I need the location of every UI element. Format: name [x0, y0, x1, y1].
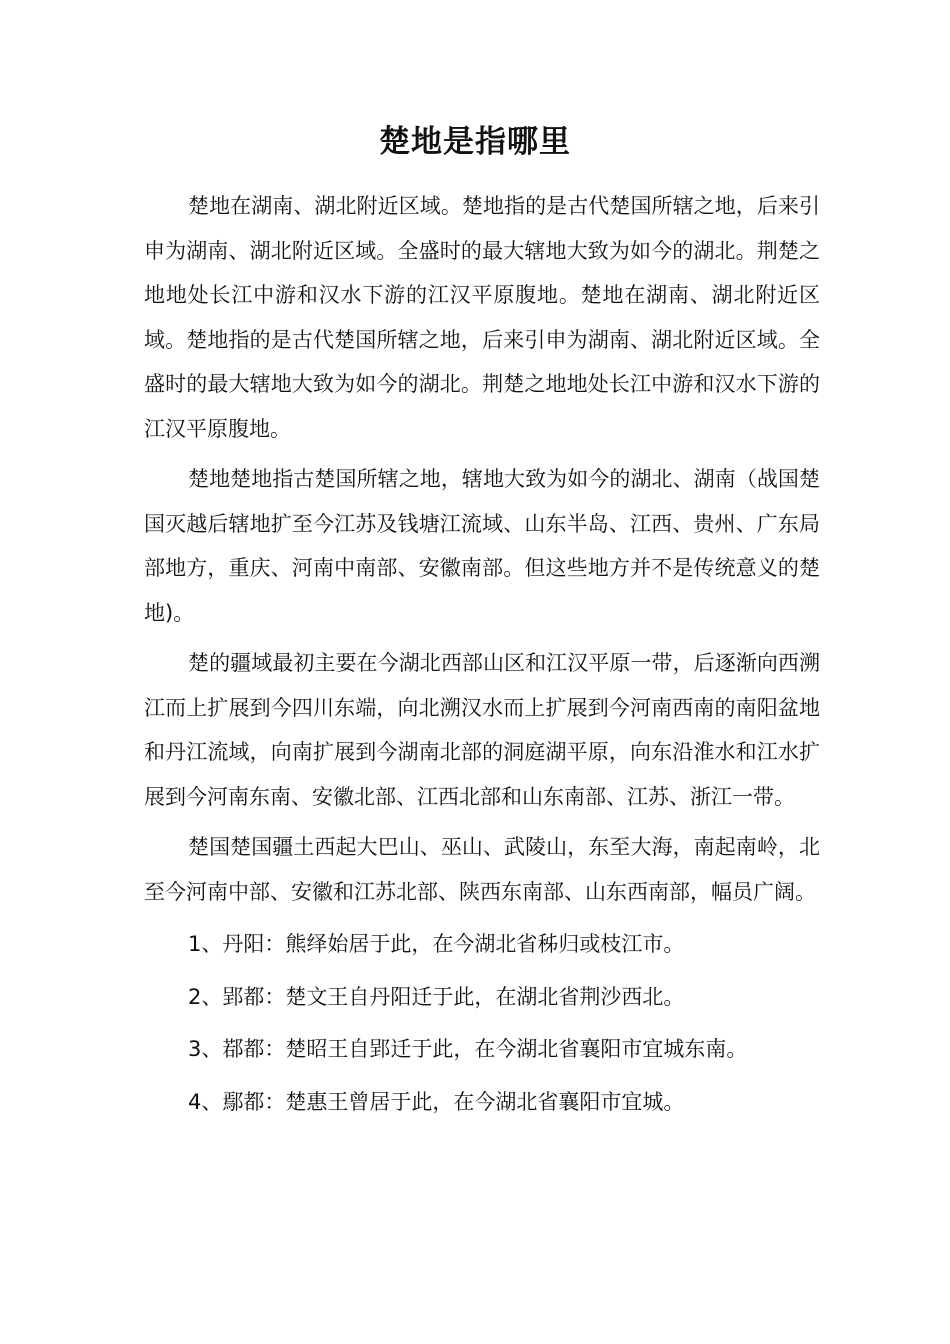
paragraph-4: 楚国楚国疆土西起大巴山、巫山、武陵山，东至大海，南起南岭，北至今河南中部、安徽和江苏北部、陕西东南部、山东西南部，幅员广阔。: [144, 835, 820, 904]
paragraph-2: 楚地楚地指古楚国所辖之地，辖地大致为如今的湖北、湖南（战国楚国灭越后辖地扩至今江苏及钱塘江流域、山东半岛、江西、贵州、广东局部地方，重庆、河南中南部、安徽南部。但这些地方并不是传统意义的楚地)。: [144, 467, 820, 625]
list-item-3: 3、鄀都：楚昭王自郢迁于此，在今湖北省襄阳市宜城东南。: [188, 1037, 748, 1061]
list-item-2: 2、郢都：楚文王自丹阳迁于此，在湖北省荆沙西北。: [188, 984, 685, 1009]
document-body: [144, 184, 820, 1124]
paragraph-3: 楚的疆域最初主要在今湖北西部山区和江汉平原一带，后逐渐向西溯江而上扩展到今四川东端，向北溯汉水而上扩展到今河南西南的南阳盆地和丹江流域，向南扩展到今湖南北部的洞庭湖平原，向东沿淮水和江水扩展到今河南东南、安徽北部、江西北部和山东南部、江苏、浙江一带。: [144, 651, 820, 809]
list-item-4: 4、鄢都：楚惠王曾居于此，在今湖北省襄阳市宜城。: [188, 1089, 685, 1114]
list-item-1: 1、丹阳：熊绎始居于此，在今湖北省秭归或枝江市。: [188, 932, 685, 956]
paragraph-1: 楚地在湖南、湖北附近区域。楚地指的是古代楚国所辖之地，后来引申为湖南、湖北附近区域。全盛时的最大辖地大致为如今的湖北。荆楚之地地处长江中游和汉水下游的江汉平原腹地。楚地在湖南、湖北附近区域。楚地指的是古代楚国所辖之地，后来引申为湖南、湖北附近区域。全盛时的最大辖地大致为如今的湖北。荆楚之地地处长江中游和汉水下游的江汉平原腹地。: [144, 194, 820, 441]
document-title: 楚地是指哪里: [379, 124, 571, 160]
